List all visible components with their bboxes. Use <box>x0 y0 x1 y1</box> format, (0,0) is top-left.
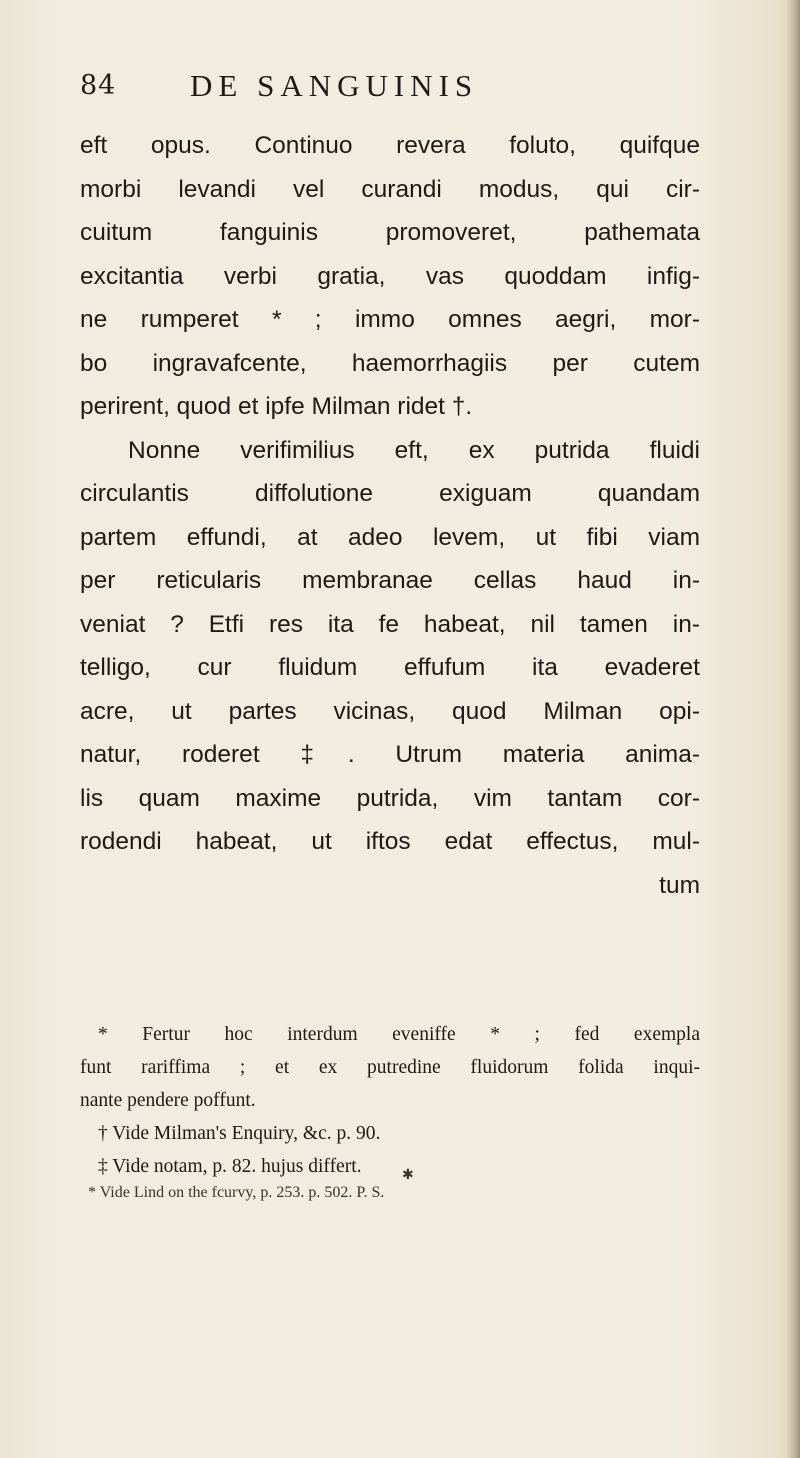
text-line: natur, roderet ‡. Utrum materia anima- <box>80 741 700 768</box>
text-line: partem effundi, at adeo levem, ut fibi viam <box>80 523 700 551</box>
text-line: acre, ut partes vicinas, quod Milman opi- <box>80 697 700 725</box>
catchword-line: tum <box>659 871 700 899</box>
footnote-star-cont: funt rariffima ; et ex putredine fluidorum folida inqui- <box>80 1057 700 1078</box>
bleed-through-note: * Vide Lind on the fcurvy, p. 253. p. 502. P. S. <box>88 1184 385 1201</box>
text-line: morbi levandi vel curandi modus, qui cir- <box>80 175 700 203</box>
text-line: bo ingravafcente, haemorrhagiis per cutem <box>80 349 700 377</box>
page-number: 84 <box>80 70 117 101</box>
text-line: cuitum fanguinis promoveret, pathemata <box>80 219 700 246</box>
text-line: lis quam maxime putrida, vim tantam cor- <box>80 784 700 812</box>
text-line: veniat ? Etfi res ita fe habeat, nil tamen in- <box>80 610 700 638</box>
text-line: telligo, cur fluidum effufum ita evaderet <box>80 654 700 681</box>
main-text <box>80 124 700 907</box>
running-head: DE SANGUINIS <box>190 68 479 103</box>
text-line: excitantia verbi gratia, vas quoddam infig- <box>80 262 700 290</box>
page-edge-shadow <box>786 0 800 1458</box>
footnote-double-dagger: ‡ Vide notam, p. 82. hujus differt. <box>98 1156 362 1177</box>
text-line: rodendi habeat, ut iftos edat effectus, mul- <box>80 828 700 855</box>
footnote-dagger: † Vide Milman's Enquiry, &c. p. 90. <box>98 1123 381 1144</box>
footnote-star-end: nante pendere poffunt. <box>80 1090 256 1111</box>
text-line: perirent, quod et ipfe Milman ridet †. <box>80 393 473 420</box>
text-line: Nonne verifimilius eft, ex putrida fluidi <box>128 436 700 464</box>
text-line: eft opus. Continuo revera foluto, quifque <box>80 132 700 159</box>
text-line: circulantis diffolutione exiguam quandam <box>80 480 700 507</box>
text-line: ne rumperet * ; immo omnes aegri, mor- <box>80 306 700 333</box>
footnote-star: * Fertur hoc interdum eveniffe * ; fed exempla <box>98 1024 700 1045</box>
footnotes <box>80 1018 700 1183</box>
page-header <box>80 70 700 110</box>
text-line: per reticularis membranae cellas haud in- <box>80 567 700 594</box>
signature-mark: ✱ <box>402 1167 414 1183</box>
